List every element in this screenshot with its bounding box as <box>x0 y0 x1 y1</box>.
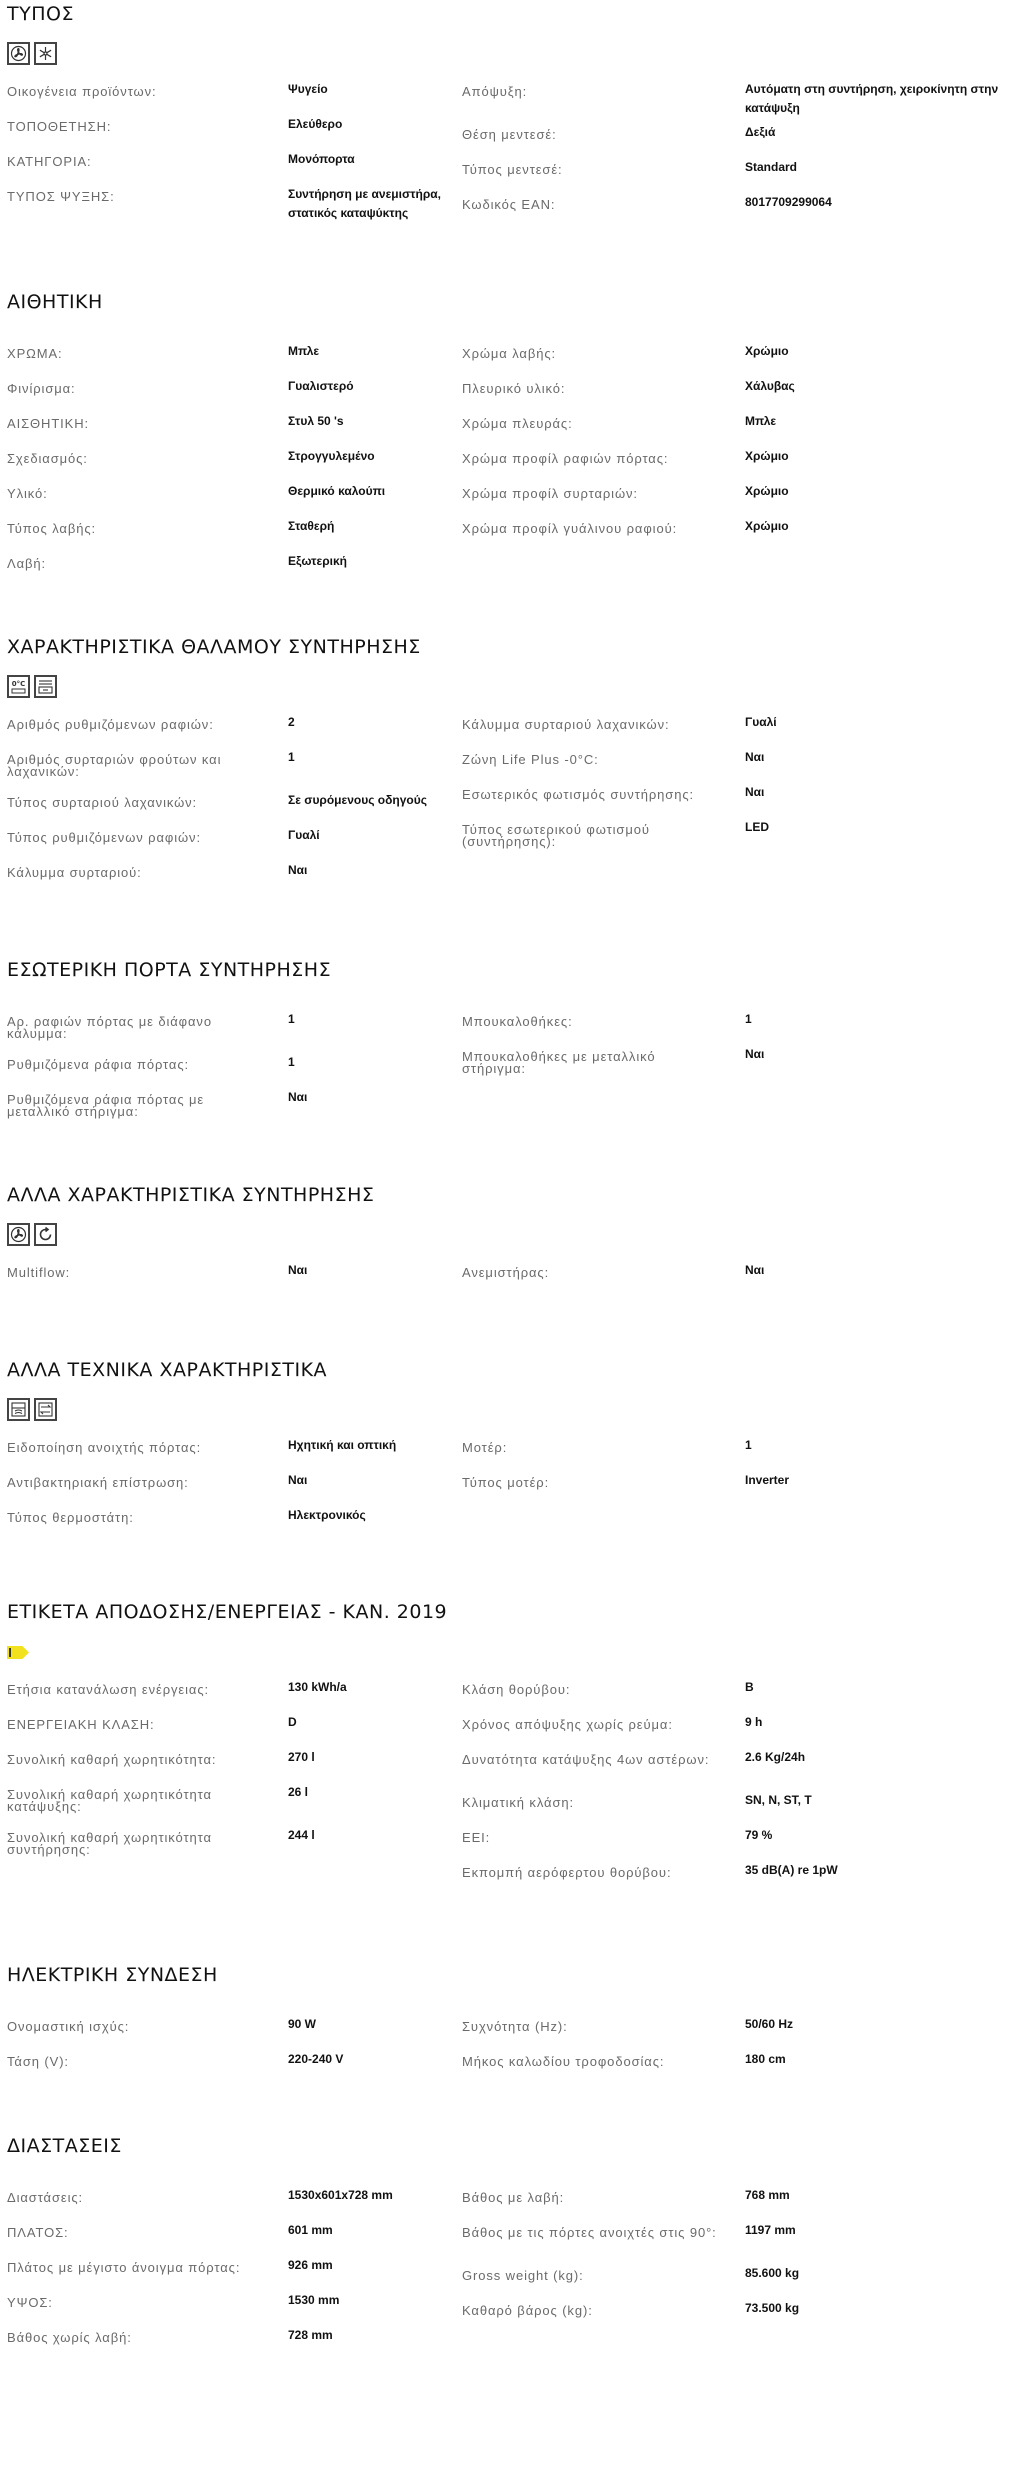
spec-value: Μπλε <box>288 344 320 358</box>
spec-row <box>462 1826 967 1861</box>
spec-value: 2.6 Kg/24h <box>745 1750 806 1764</box>
spec-label: Χρώμα πλευράς: <box>462 416 573 431</box>
spec-column-left <box>7 80 512 220</box>
spec-row <box>462 1436 967 1471</box>
spec-value: 35 dB(A) re 1pW <box>745 1863 838 1877</box>
drawer-icon <box>34 675 57 698</box>
spec-value: Ηλεκτρονικός <box>288 1508 366 1522</box>
spec-value: Inverter <box>745 1473 790 1487</box>
multiflow-icon <box>34 1223 57 1246</box>
spec-value: 1530x601x728 mm <box>288 2188 393 2202</box>
spec-value: 130 kWh/a <box>288 1680 347 1694</box>
spec-row <box>462 1791 967 1826</box>
spec-value: 8017709299064 <box>745 195 832 209</box>
spec-value: Ναι <box>288 1263 308 1277</box>
spec-column-left <box>7 1436 512 1541</box>
spec-row <box>462 2015 967 2050</box>
spec-row <box>462 193 967 228</box>
spec-row <box>462 2221 967 2264</box>
spec-column-left <box>7 2186 512 2361</box>
spec-row <box>462 447 967 482</box>
spec-label: ΚΑΤΗΓΟΡΙΑ: <box>7 154 92 169</box>
spec-value: 220-240 V <box>288 2052 344 2066</box>
spec-row <box>7 748 512 791</box>
spec-row <box>7 713 512 748</box>
section-title: ΕΣΩΤΕΡΙΚΗ ΠΟΡΤΑ ΣΥΝΤΗΡΗΣΗΣ <box>7 959 332 981</box>
spec-row <box>462 1713 967 1748</box>
spec-label: Συνολική καθαρή χωρητικότητα συντήρησης: <box>7 1830 212 1857</box>
spec-row <box>462 713 967 748</box>
spec-row <box>7 1088 512 1131</box>
spec-row <box>462 2299 967 2334</box>
spec-row <box>7 826 512 861</box>
feature-icons <box>7 42 1017 68</box>
spec-label: Χρώμα προφίλ συρταριών: <box>462 486 638 501</box>
spec-row <box>462 1261 967 1296</box>
spec-row <box>462 377 967 412</box>
spec-row <box>7 115 512 150</box>
spec-label: Τύπος ρυθμιζόμενων ραφιών: <box>7 830 201 845</box>
spec-label: Βάθος χωρίς λαβή: <box>7 2330 132 2345</box>
spec-column-right <box>462 1261 967 1296</box>
spec-column-right <box>462 1436 967 1506</box>
spec-row <box>7 861 512 896</box>
spec-row <box>462 1748 967 1791</box>
spec-row <box>7 2186 512 2221</box>
spec-label: Αντιβακτηριακή επίστρωση: <box>7 1475 189 1490</box>
door-reversible-icon <box>34 1398 57 1421</box>
spec-label: Χρώμα λαβής: <box>462 346 557 361</box>
spec-value: Ναι <box>745 785 765 799</box>
spec-value: Γυαλί <box>288 828 320 842</box>
spec-value: Ψυγείο <box>288 82 328 96</box>
spec-row <box>462 517 967 552</box>
spec-value: 1 <box>288 1055 295 1069</box>
spec-section <box>7 1358 1017 1525</box>
spec-label: Εκπομπή αερόφερτου θορύβου: <box>462 1865 672 1880</box>
spec-section <box>7 1600 1017 1880</box>
spec-value: 244 l <box>288 1828 315 1842</box>
spec-label: Ρυθμιζόμενα ράφια πόρτας: <box>7 1057 190 1072</box>
spec-row <box>7 552 512 587</box>
spec-row <box>462 1471 967 1506</box>
spec-row <box>7 150 512 185</box>
spec-value: SN, N, ST, T <box>745 1793 812 1807</box>
spec-value: Ναι <box>288 863 308 877</box>
spec-column-left <box>7 1010 512 1131</box>
spec-label: Συχνότητα (Hz): <box>462 2019 568 2034</box>
spec-value: 180 cm <box>745 2052 786 2066</box>
spec-label: ΥΨΟΣ: <box>7 2295 53 2310</box>
spec-label: Διαστάσεις: <box>7 2190 84 2205</box>
spec-value: 2 <box>288 715 295 729</box>
feature-icons <box>7 1640 1017 1666</box>
section-title: ΧΑΡΑΚΤΗΡΙΣΤΙΚΑ ΘΑΛΑΜΟΥ ΣΥΝΤΗΡΗΣΗΣ <box>7 636 421 658</box>
svg-text:0°C: 0°C <box>11 680 26 688</box>
spec-row <box>462 1045 967 1088</box>
spec-label: Σχεδιασμός: <box>7 451 88 466</box>
spec-row <box>462 412 967 447</box>
spec-value: Μονόπορτα <box>288 152 355 166</box>
spec-row <box>7 377 512 412</box>
spec-row <box>7 1261 512 1296</box>
spec-value: 728 mm <box>288 2328 333 2342</box>
spec-row <box>462 123 967 158</box>
spec-row <box>462 1861 967 1896</box>
spec-label: Τύπος μεντεσέ: <box>462 162 563 177</box>
spec-label: Συνολική καθαρή χωρητικότητα κατάψυξης: <box>7 1787 212 1814</box>
spec-row <box>462 748 967 783</box>
energy-label-icon <box>7 1646 29 1659</box>
spec-label: Απόψυξη: <box>462 84 528 99</box>
spec-row <box>7 1471 512 1506</box>
spec-value: 270 l <box>288 1750 315 1764</box>
spec-value: Χρώμιο <box>745 519 789 533</box>
spec-section <box>7 2 1017 220</box>
spec-label: ΠΛΑΤΟΣ: <box>7 2225 69 2240</box>
spec-label: ΤΥΠΟΣ ΨΥΞΗΣ: <box>7 189 115 204</box>
spec-column-right <box>462 713 967 861</box>
spec-value: Χάλυβας <box>745 379 795 393</box>
spec-label: Κλιματική κλάση: <box>462 1795 575 1810</box>
spec-row <box>462 783 967 818</box>
spec-label: Ζώνη Life Plus -0°C: <box>462 752 599 767</box>
spec-value: 1 <box>288 750 295 764</box>
spec-value: Ναι <box>745 1047 765 1061</box>
spec-label: Πλάτος με μέγιστο άνοιγμα πόρτας: <box>7 2260 241 2275</box>
spec-value: Χρώμιο <box>745 449 789 463</box>
spec-label: Ανεμιστήρας: <box>462 1265 550 1280</box>
spec-value: Σταθερή <box>288 519 335 533</box>
spec-row <box>7 2256 512 2291</box>
spec-row <box>7 185 512 220</box>
spec-row <box>7 80 512 115</box>
spec-value: 1530 mm <box>288 2293 340 2307</box>
spec-value: Ναι <box>745 750 765 764</box>
spec-column-left <box>7 2015 512 2085</box>
spec-row <box>462 80 999 123</box>
section-title: ΑΙΘΗΤΙΚΗ <box>7 291 103 313</box>
spec-row <box>7 1783 512 1826</box>
spec-row <box>7 1506 512 1541</box>
spec-column-right <box>462 80 999 228</box>
spec-label: Μπουκαλοθήκες: <box>462 1014 573 1029</box>
spec-section <box>7 635 1017 880</box>
spec-value: Ηχητική και οπτική <box>288 1438 397 1452</box>
spec-label: ΕΝΕΡΓΕΙΑΚΗ ΚΛΑΣΗ: <box>7 1717 155 1732</box>
spec-section <box>7 1963 1017 2069</box>
spec-value: Σε συρόμενους οδηγούς <box>288 793 427 807</box>
spec-label: Μήκος καλωδίου τροφοδοσίας: <box>462 2054 665 2069</box>
spec-label: Μοτέρ: <box>462 1440 508 1455</box>
spec-value: 601 mm <box>288 2223 333 2237</box>
spec-section <box>7 958 1017 1119</box>
spec-column-left <box>7 713 512 896</box>
spec-column-right <box>462 2015 967 2085</box>
door-alarm-icon <box>7 1398 30 1421</box>
snowflake-icon <box>34 42 57 65</box>
spec-label: Ονομαστική ισχύς: <box>7 2019 130 2034</box>
spec-row <box>7 2326 512 2361</box>
spec-row <box>7 1053 512 1088</box>
spec-value: Θερμικό καλούπι <box>288 484 386 498</box>
spec-value: 79 % <box>745 1828 773 1842</box>
spec-label: Οικογένεια προϊόντων: <box>7 84 157 99</box>
spec-column-left <box>7 1261 512 1296</box>
spec-label: Συνολική καθαρή χωρητικότητα: <box>7 1752 217 1767</box>
zero-degree-icon <box>7 675 30 698</box>
spec-section <box>7 2134 1017 2345</box>
spec-row <box>7 1748 512 1783</box>
spec-row <box>462 2264 967 2299</box>
spec-label: Ετήσια κατανάλωση ενέργειας: <box>7 1682 209 1697</box>
spec-value: 50/60 Hz <box>745 2017 794 2031</box>
spec-label: Θέση μεντεσέ: <box>462 127 557 142</box>
spec-label: Αρ. ραφιών πόρτας με διάφανο κάλυμμα: <box>7 1014 212 1041</box>
spec-value: Ναι <box>288 1473 308 1487</box>
spec-section <box>7 290 1017 571</box>
spec-value: D <box>288 1715 297 1729</box>
spec-label: Multiflow: <box>7 1265 71 1280</box>
section-title: ΗΛΕΚΤΡΙΚΗ ΣΥΝΔΕΣΗ <box>7 1964 218 1986</box>
spec-label: Τύπος μοτέρ: <box>462 1475 550 1490</box>
spec-row <box>7 447 512 482</box>
spec-value: 26 l <box>288 1785 309 1799</box>
spec-label: Τύπος εσωτερικού φωτισμού (συντήρησης): <box>462 822 650 849</box>
section-title: ΤΥΠΟΣ <box>7 3 74 25</box>
spec-value: Δεξιά <box>745 125 776 139</box>
spec-label: Εσωτερικός φωτισμός συντήρησης: <box>462 787 695 802</box>
spec-label: Χρώμα προφίλ γυάλινου ραφιού: <box>462 521 678 536</box>
spec-row <box>7 1826 512 1869</box>
spec-value: Γυαλί <box>745 715 777 729</box>
spec-value: 1 <box>745 1438 752 1452</box>
spec-label: Δυνατότητα κατάψυξης 4ων αστέρων: <box>462 1752 710 1767</box>
spec-value: Χρώμιο <box>745 344 789 358</box>
spec-value: Εξωτερική <box>288 554 347 568</box>
spec-label: Καθαρό βάρος (kg): <box>462 2303 593 2318</box>
spec-label: Υλικό: <box>7 486 48 501</box>
spec-label: Μπουκαλοθήκες με μεταλλικό στήριγμα: <box>462 1049 656 1076</box>
spec-row <box>7 2050 512 2085</box>
spec-label: Ειδοποίηση ανοιχτής πόρτας: <box>7 1440 202 1455</box>
spec-label: ΑΙΣΘΗΤΙΚΗ: <box>7 416 90 431</box>
spec-label: Κλάση θορύβου: <box>462 1682 571 1697</box>
spec-row <box>462 342 967 377</box>
spec-label: Αριθμός ρυθμιζόμενων ραφιών: <box>7 717 214 732</box>
spec-label: ΧΡΩΜΑ: <box>7 346 63 361</box>
spec-value: Μπλε <box>745 414 777 428</box>
spec-row <box>462 818 967 861</box>
spec-label: Κωδικός EAN: <box>462 197 556 212</box>
spec-value: 1 <box>745 1012 752 1026</box>
spec-label: Βάθος με λαβή: <box>462 2190 565 2205</box>
spec-value: B <box>745 1680 754 1694</box>
section-title: ΑΛΛΑ ΤΕΧΝΙΚΑ ΧΑΡΑΚΤΗΡΙΣΤΙΚΑ <box>7 1359 328 1381</box>
spec-value: 926 mm <box>288 2258 333 2272</box>
spec-label: Φινίρισμα: <box>7 381 76 396</box>
spec-label: Πλευρικό υλικό: <box>462 381 566 396</box>
spec-value: 1 <box>288 1012 295 1026</box>
spec-column-right <box>462 1678 967 1896</box>
spec-label: Χρόνος απόψυξης χωρίς ρεύμα: <box>462 1717 673 1732</box>
spec-row <box>7 517 512 552</box>
spec-label: Αριθμός συρταριών φρούτων και λαχανικών: <box>7 752 222 779</box>
spec-value: Ελεύθερο <box>288 117 343 131</box>
spec-value: Συντήρηση με ανεμιστήρα, στατικός καταψύκτης <box>288 187 441 220</box>
spec-value: Standard <box>745 160 798 174</box>
spec-column-right <box>462 1010 967 1088</box>
spec-value: 9 h <box>745 1715 763 1729</box>
spec-label: Κάλυμμα συρταριού: <box>7 865 142 880</box>
section-title: ΔΙΑΣΤΑΣΕΙΣ <box>7 2135 122 2157</box>
spec-row <box>7 1010 512 1053</box>
spec-value: Αυτόματη στη συντήρηση, χειροκίνητη στην κατάψυξη <box>745 82 999 115</box>
spec-value: LED <box>745 820 769 834</box>
spec-label: Χρώμα προφίλ ραφιών πόρτας: <box>462 451 669 466</box>
spec-row <box>462 2186 967 2221</box>
spec-value: Γυαλιστερό <box>288 379 354 393</box>
spec-label: EEI: <box>462 1830 491 1845</box>
spec-value: 90 W <box>288 2017 317 2031</box>
spec-row <box>462 158 967 193</box>
spec-row <box>7 791 512 826</box>
section-title: ΕΤΙΚΕΤΑ ΑΠΟΔΟΣΗΣ/ΕΝΕΡΓΕΙΑΣ - ΚΑΝ. 2019 <box>7 1601 448 1623</box>
spec-value: Ναι <box>288 1090 308 1104</box>
spec-row <box>7 342 512 377</box>
spec-label: ΤΟΠΟΘΕΤΗΣΗ: <box>7 119 112 134</box>
fan-icon <box>7 42 30 65</box>
spec-row <box>462 482 967 517</box>
feature-icons <box>7 675 1017 701</box>
spec-row <box>7 1678 512 1713</box>
spec-label: Τύπος συρταριού λαχανικών: <box>7 795 198 810</box>
spec-label: Ρυθμιζόμενα ράφια πόρτας με μεταλλικό στήριγμα: <box>7 1092 205 1119</box>
spec-row <box>462 2050 967 2085</box>
spec-value: 1197 mm <box>745 2223 796 2237</box>
spec-label: Τύπος λαβής: <box>7 521 97 536</box>
spec-row <box>7 1436 512 1471</box>
spec-value: 85.600 kg <box>745 2266 800 2280</box>
spec-row <box>7 2221 512 2256</box>
feature-icons <box>7 1223 1017 1249</box>
spec-label: Κάλυμμα συρταριού λαχανικών: <box>462 717 670 732</box>
spec-row <box>7 2015 512 2050</box>
spec-value: 768 mm <box>745 2188 790 2202</box>
spec-row <box>7 412 512 447</box>
spec-label: Λαβή: <box>7 556 47 571</box>
spec-row <box>462 1010 967 1045</box>
spec-column-right <box>462 2186 967 2334</box>
spec-row <box>462 1678 967 1713</box>
spec-row <box>7 1713 512 1748</box>
spec-label: Gross weight (kg): <box>462 2268 584 2283</box>
section-title: ΑΛΛΑ ΧΑΡΑΚΤΗΡΙΣΤΙΚΑ ΣΥΝΤΗΡΗΣΗΣ <box>7 1184 375 1206</box>
spec-column-left <box>7 342 512 587</box>
spec-column-left <box>7 1678 512 1869</box>
spec-label: Τύπος θερμοστάτη: <box>7 1510 134 1525</box>
spec-row <box>7 482 512 517</box>
spec-value: 73.500 kg <box>745 2301 800 2315</box>
fan-icon <box>7 1223 30 1246</box>
spec-column-right <box>462 342 967 552</box>
spec-value: Στρογγυλεμένο <box>288 449 375 463</box>
spec-row <box>7 2291 512 2326</box>
spec-value: Στυλ 50 's <box>288 414 344 428</box>
spec-section <box>7 1183 1017 1280</box>
spec-value: Χρώμιο <box>745 484 789 498</box>
spec-value: Ναι <box>745 1263 765 1277</box>
feature-icons <box>7 1398 1017 1424</box>
spec-label: Τάση (V): <box>7 2054 69 2069</box>
spec-label: Βάθος με τις πόρτες ανοιχτές στις 90°: <box>462 2225 717 2240</box>
